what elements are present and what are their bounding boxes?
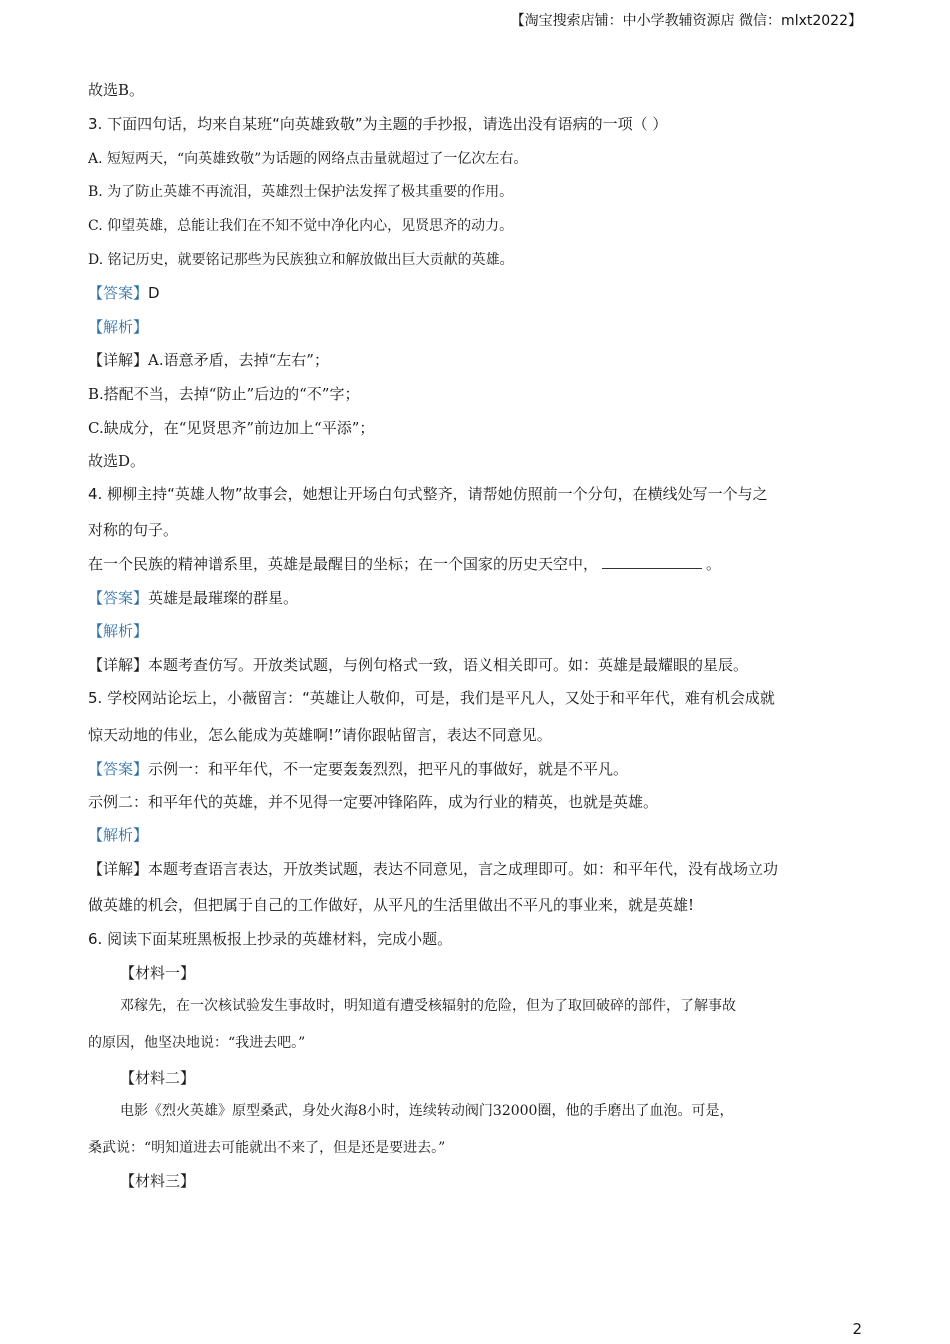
detail-text: A.语意矛盾，去掉“左右”； bbox=[148, 351, 329, 369]
q3-answer bbox=[88, 283, 160, 303]
q4-detail bbox=[88, 655, 748, 675]
q3-detail-1 bbox=[88, 350, 329, 370]
material-2-line-1: 电影《烈火英雄》原型桑武，身处火海8小时，连续转动阀门32000圈，他的手磨出了血泡。可是， bbox=[120, 1103, 734, 1119]
q4-prompt-end: 。 bbox=[706, 555, 722, 573]
q3-option-d: D. 铭记历史，就要铭记那些为民族独立和解放做出巨大贡献的英雄。 bbox=[88, 252, 514, 268]
q5-question-line-1: 5. 学校网站论坛上，小薇留言：“英雄让人敬仰，可是，我们是平凡人，又处于和平年代，难有机会成就 bbox=[88, 689, 775, 707]
q3-analysis-tag: 【解析】 bbox=[88, 318, 149, 336]
answer-text: 示例一：和平年代，不一定要轰轰烈烈，把平凡的事做好，就是不平凡。 bbox=[148, 760, 629, 778]
q4-answer bbox=[88, 588, 298, 608]
answer-tag: 【答案】 bbox=[88, 284, 149, 302]
detail-tag: 【详解】 bbox=[88, 860, 149, 878]
answer-tag: 【答案】 bbox=[88, 589, 149, 607]
detail-text: 本题考查语言表达，开放类试题，表达不同意见，言之成理即可。如：和平年代，没有战场立功 bbox=[148, 860, 779, 878]
page-header: 【淘宝搜索店铺：中小学教辅资源店 微信：mlxt2022】 bbox=[510, 13, 862, 29]
q3-detail-2: B.搭配不当，去掉“防止”后边的“不”字； bbox=[88, 385, 360, 403]
q4-prompt bbox=[88, 554, 721, 574]
q4-question-line-1: 4. 柳柳主持“英雄人物”故事会，她想让开场白句式整齐，请帮她仿照前一个分句，在横线处写一个与之 bbox=[88, 485, 768, 503]
material-2-line-2: 桑武说：“明知道进去可能就出不来了，但是还是要进去。” bbox=[88, 1140, 446, 1156]
q5-question-line-2: 惊天动地的伟业，怎么能成为英雄啊!”请你跟帖留言，表达不同意见。 bbox=[88, 726, 552, 744]
q4-analysis-tag: 【解析】 bbox=[88, 622, 149, 640]
detail-tag: 【详解】 bbox=[88, 351, 149, 369]
q4-prompt-text: 在一个民族的精神谱系里，英雄是最醒目的坐标；在一个国家的历史天空中， bbox=[88, 555, 599, 573]
q3-detail-4: 故选D。 bbox=[88, 452, 146, 470]
q4-question-line-2: 对称的句子。 bbox=[88, 521, 179, 539]
q3-option-a: A. 短短两天，“向英雄致敬”为话题的网络点击量就超过了一亿次左右。 bbox=[88, 151, 528, 167]
q5-answer-line-2: 示例二：和平年代的英雄，并不见得一定要冲锋陷阵，成为行业的精英，也就是英雄。 bbox=[88, 793, 659, 811]
q3-option-b: B. 为了防止英雄不再流泪，英雄烈士保护法发挥了极其重要的作用。 bbox=[88, 184, 514, 200]
answer-tag: 【答案】 bbox=[88, 760, 149, 778]
answer-text: 英雄是最璀璨的群星。 bbox=[148, 589, 299, 607]
q3-option-c: C. 仰望英雄，总能让我们在不知不觉中净化内心，见贤思齐的动力。 bbox=[88, 218, 514, 234]
material-1-line-2: 的原因，他坚决地说：“我进去吧。” bbox=[88, 1035, 306, 1051]
detail-tag: 【详解】 bbox=[88, 656, 149, 674]
q3-detail-3: C.缺成分，在“见贤思齐”前边加上“平添”； bbox=[88, 419, 375, 437]
answer-text: D bbox=[148, 284, 160, 302]
q5-analysis-tag: 【解析】 bbox=[88, 826, 149, 844]
q3-question: 3. 下面四句话，均来自某班“向英雄致敬”为主题的手抄报，请选出没有语病的一项（ ） bbox=[88, 115, 668, 133]
material-1-line-1: 邓稼先，在一次核试验发生事故时，明知道有遭受核辐射的危险，但为了取回破碎的部件，了解事故 bbox=[120, 998, 736, 1014]
answer-blank-line bbox=[602, 556, 702, 569]
q5-answer-line-1 bbox=[88, 759, 628, 779]
prev-answer: 故选B。 bbox=[88, 81, 145, 99]
page-number: 2 bbox=[852, 1320, 862, 1338]
material-2-title: 【材料二】 bbox=[120, 1069, 196, 1087]
material-3-title: 【材料三】 bbox=[120, 1172, 196, 1190]
detail-text: 本题考查仿写。开放类试题，与例句格式一致，语义相关即可。如：英雄是最耀眼的星辰。 bbox=[148, 656, 749, 674]
q6-question: 6. 阅读下面某班黑板报上抄录的英雄材料，完成小题。 bbox=[88, 930, 453, 948]
material-1-title: 【材料一】 bbox=[120, 964, 196, 982]
q5-detail-line-2: 做英雄的机会，但把属于自己的工作做好，从平凡的生活里做出不平凡的事业来，就是英雄! bbox=[88, 896, 695, 914]
q5-detail-line-1 bbox=[88, 859, 778, 879]
